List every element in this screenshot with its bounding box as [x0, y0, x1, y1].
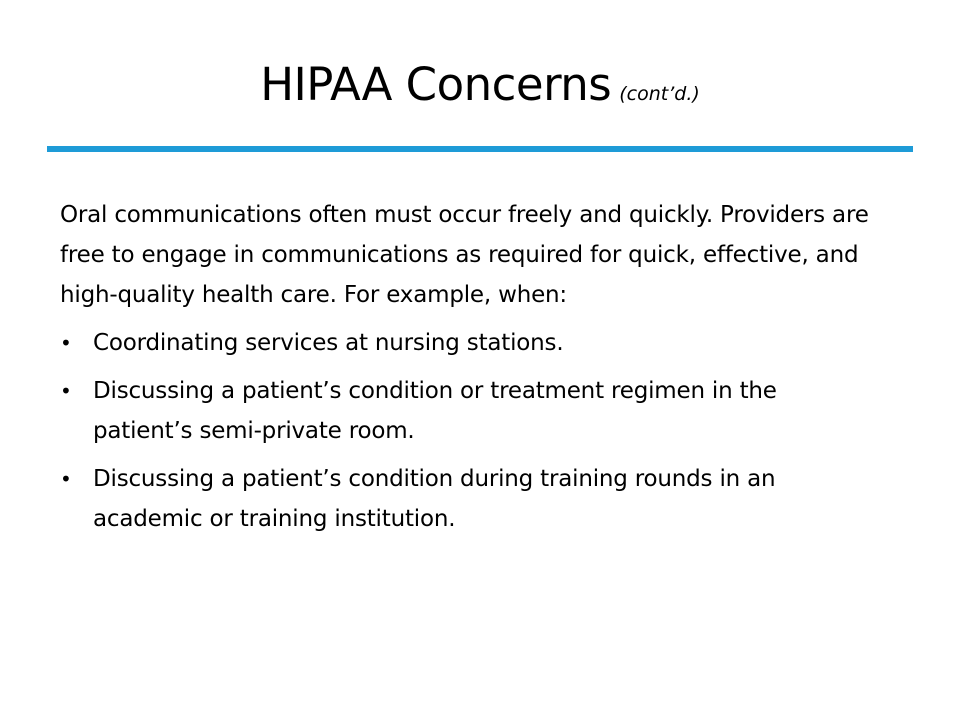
bullet-icon: • — [60, 331, 72, 355]
bullet-text: Discussing a patient’s condition or treatment regimen in the patient’s semi-private room. — [93, 378, 777, 444]
bullet-item — [60, 323, 870, 363]
bullet-icon: • — [60, 467, 72, 491]
title-divider — [47, 146, 913, 152]
bullet-item — [60, 371, 870, 451]
bullet-list — [60, 323, 870, 539]
slide-title — [0, 58, 960, 111]
bullet-icon: • — [60, 379, 72, 403]
title-suffix: (cont’d.) — [619, 83, 700, 105]
slide-body — [60, 195, 870, 547]
bullet-text: Discussing a patient’s condition during training rounds in an academic or training institution. — [93, 466, 776, 532]
bullet-text: Coordinating services at nursing stations. — [93, 330, 564, 356]
title-text: HIPAA Concerns — [260, 58, 612, 111]
bullet-item — [60, 459, 870, 539]
intro-paragraph: Oral communications often must occur freely and quickly. Providers are free to engage in communications as required for quick, effective, and high-quality health care. For example, when: — [60, 202, 869, 308]
